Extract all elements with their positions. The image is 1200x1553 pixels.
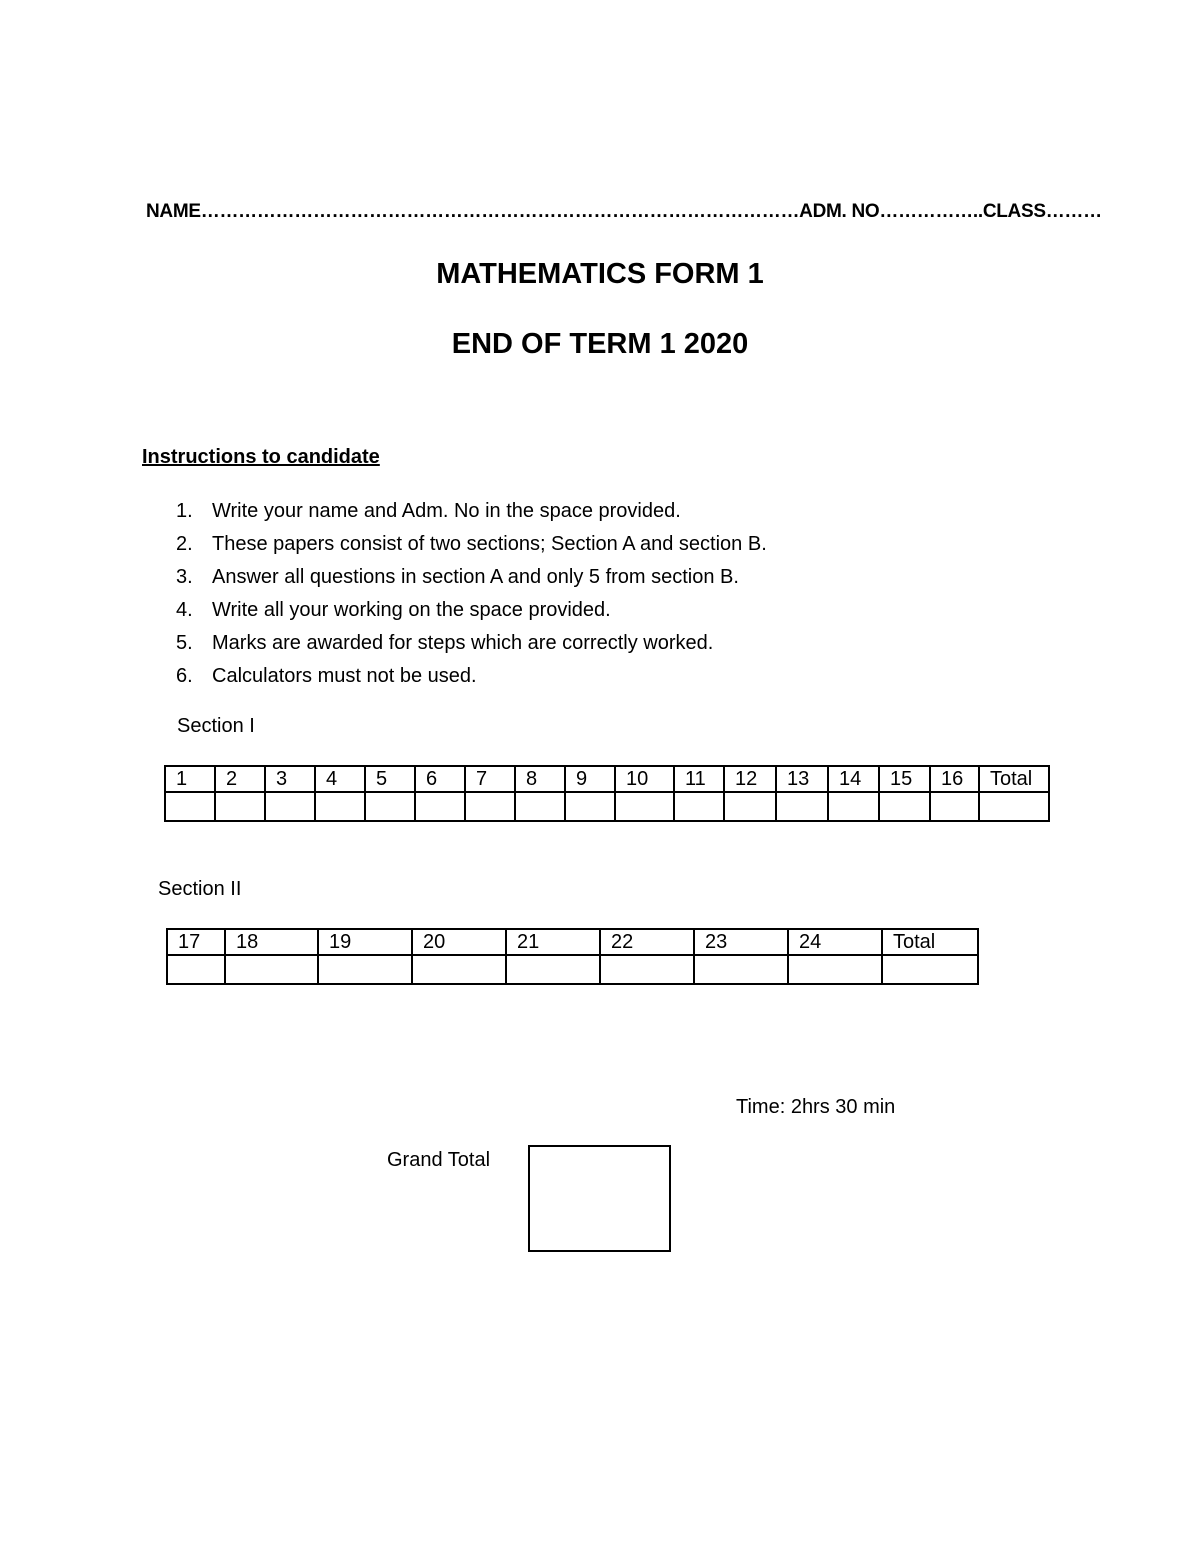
- score-cell[interactable]: [315, 792, 365, 821]
- section-1-score-row: [165, 792, 1049, 821]
- section-1-question-row: [165, 766, 1049, 792]
- question-number-cell: 19: [318, 929, 412, 955]
- question-number-cell: 1: [165, 766, 215, 792]
- question-number-cell: 21: [506, 929, 600, 955]
- question-number-cell: 8: [515, 766, 565, 792]
- time-allowed: Time: 2hrs 30 min: [736, 1096, 896, 1118]
- instruction-item: [176, 497, 767, 530]
- score-cell[interactable]: [565, 792, 615, 821]
- score-cell[interactable]: [365, 792, 415, 821]
- section-2-label: Section II: [158, 878, 242, 900]
- instruction-number: 2.: [176, 533, 193, 555]
- section-2-marks-table: [166, 928, 979, 985]
- score-cell[interactable]: [167, 955, 225, 984]
- score-cell[interactable]: [165, 792, 215, 821]
- question-number-cell: 17: [167, 929, 225, 955]
- score-cell[interactable]: [318, 955, 412, 984]
- score-cell[interactable]: [600, 955, 694, 984]
- instruction-item: [176, 563, 767, 596]
- question-number-cell: 16: [930, 766, 979, 792]
- score-cell[interactable]: [694, 955, 788, 984]
- question-number-cell: 4: [315, 766, 365, 792]
- exam-title: MATHEMATICS FORM 1: [436, 258, 764, 290]
- question-number-cell: 24: [788, 929, 882, 955]
- section-1-label: Section I: [177, 715, 255, 737]
- instructions-heading: Instructions to candidate: [142, 446, 380, 468]
- score-cell[interactable]: [615, 792, 674, 821]
- question-number-cell: 23: [694, 929, 788, 955]
- section-1-marks-table: [164, 765, 1050, 822]
- grand-total-label: Grand Total: [387, 1149, 491, 1171]
- score-cell[interactable]: [515, 792, 565, 821]
- score-cell[interactable]: [879, 792, 930, 821]
- score-cell[interactable]: [506, 955, 600, 984]
- total-header-cell: Total: [979, 766, 1049, 792]
- instruction-item: [176, 662, 767, 695]
- section-2-question-row: [167, 929, 978, 955]
- instruction-text: Write your name and Adm. No in the space provided.: [212, 500, 681, 522]
- question-number-cell: 20: [412, 929, 506, 955]
- instruction-text: Write all your working on the space provided.: [212, 599, 611, 621]
- question-number-cell: 14: [828, 766, 879, 792]
- instruction-number: 3.: [176, 566, 193, 588]
- instructions-list: [176, 497, 767, 695]
- total-score-cell[interactable]: [882, 955, 978, 984]
- grand-total-box[interactable]: [528, 1145, 671, 1252]
- score-cell[interactable]: [828, 792, 879, 821]
- instruction-number: 5.: [176, 632, 193, 654]
- question-number-cell: 12: [724, 766, 776, 792]
- score-cell[interactable]: [788, 955, 882, 984]
- question-number-cell: 3: [265, 766, 315, 792]
- instruction-text: Marks are awarded for steps which are correctly worked.: [212, 632, 714, 654]
- score-cell[interactable]: [225, 955, 318, 984]
- question-number-cell: 7: [465, 766, 515, 792]
- total-score-cell[interactable]: [979, 792, 1049, 821]
- instruction-number: 4.: [176, 599, 193, 621]
- instruction-item: [176, 629, 767, 662]
- exam-subtitle: END OF TERM 1 2020: [451, 328, 749, 360]
- instruction-text: Calculators must not be used.: [212, 665, 477, 687]
- score-cell[interactable]: [776, 792, 828, 821]
- score-cell[interactable]: [465, 792, 515, 821]
- instruction-number: 1.: [176, 500, 193, 522]
- score-cell[interactable]: [930, 792, 979, 821]
- score-cell[interactable]: [724, 792, 776, 821]
- question-number-cell: 13: [776, 766, 828, 792]
- question-number-cell: 22: [600, 929, 694, 955]
- question-number-cell: 5: [365, 766, 415, 792]
- question-number-cell: 2: [215, 766, 265, 792]
- question-number-cell: 9: [565, 766, 615, 792]
- instruction-text: Answer all questions in section A and only 5 from section B.: [212, 566, 739, 588]
- question-number-cell: 6: [415, 766, 465, 792]
- score-cell[interactable]: [412, 955, 506, 984]
- instruction-text: These papers consist of two sections; Section A and section B.: [212, 533, 767, 555]
- score-cell[interactable]: [415, 792, 465, 821]
- question-number-cell: 11: [674, 766, 724, 792]
- name-adm-class-line: NAME……………………………………………………………………………………ADM. NO……………..CLASS………: [146, 201, 1102, 222]
- total-header-cell: Total: [882, 929, 978, 955]
- instruction-item: [176, 596, 767, 629]
- instruction-item: [176, 530, 767, 563]
- score-cell[interactable]: [265, 792, 315, 821]
- section-2-score-row: [167, 955, 978, 984]
- score-cell[interactable]: [215, 792, 265, 821]
- instruction-number: 6.: [176, 665, 193, 687]
- question-number-cell: 15: [879, 766, 930, 792]
- question-number-cell: 10: [615, 766, 674, 792]
- score-cell[interactable]: [674, 792, 724, 821]
- question-number-cell: 18: [225, 929, 318, 955]
